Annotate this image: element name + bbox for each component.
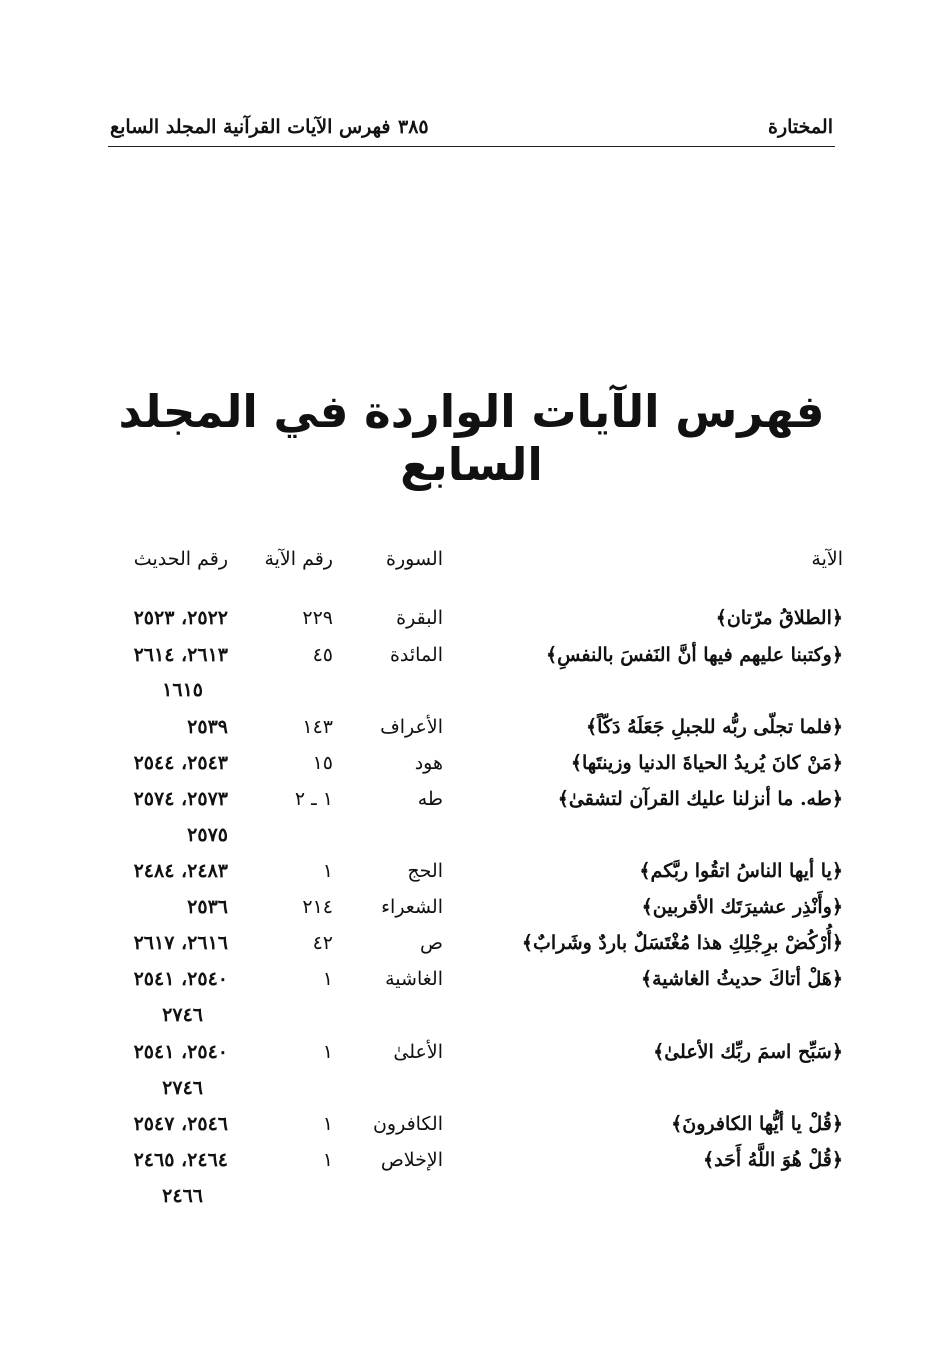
table-row-hadith: ٢٤٦٤، ٢٤٦٥ xyxy=(133,1149,228,1171)
table-row-ayah: ٤٢ xyxy=(312,932,333,954)
table-row-surah: هود xyxy=(414,752,443,774)
table-row-hadith: ٢٥٤٠، ٢٥٤١ xyxy=(133,968,228,990)
header-section-title: فهرس الآيات القرآنية المجلد السابع xyxy=(110,116,391,138)
table-row-ayah: ٤٥ xyxy=(312,644,333,666)
table-row-ayah: ١ xyxy=(322,968,333,990)
table-row-hadith: ٢٥٤٠، ٢٥٤١ xyxy=(133,1041,228,1063)
table-row-verse: ﴿فلما تجلّى ربُّه للجبلِ جَعَلَهُ دَكّاً﴾ xyxy=(586,716,843,738)
table-row-surah: الحج xyxy=(407,860,443,882)
page-number: ٣٨٥ xyxy=(398,116,429,138)
table-row-surah: الأعلىٰ xyxy=(393,1041,443,1063)
table-row-surah: الإخلاص xyxy=(380,1149,443,1171)
column-header-verse: الآية xyxy=(811,548,843,570)
table-row-ayah: ١ xyxy=(322,1149,333,1171)
table-row-verse: ﴿قُلْ يا أيُّها الكافرونَ﴾ xyxy=(671,1113,843,1135)
table-row-surah: المائدة xyxy=(389,644,443,666)
table-row-verse: ﴿هَلْ أتاكَ حديثُ الغاشية﴾ xyxy=(640,968,843,990)
table-row-surah: ص xyxy=(420,932,443,954)
table-row-ayah: ٢١٤ xyxy=(302,896,333,918)
table-row-verse: ﴿طه. ما أنزلنا عليك القرآن لتشقىٰ﴾ xyxy=(557,788,843,810)
column-header-surah: السورة xyxy=(386,548,443,570)
table-row-surah: الكافرون xyxy=(372,1113,443,1135)
table-row-verse: ﴿الطلاقُ مرّتان﴾ xyxy=(715,607,843,629)
table-row-hadith: ٢٥٧٣، ٢٥٧٤ xyxy=(133,788,228,810)
table-row-verse: ﴿أُرْكُضْ برِجْلِكِ هذا مُغْتَسَلٌ باردٌ وشَرابٌ﴾ xyxy=(521,932,843,954)
table-row-hadith: ٢٥٣٦ xyxy=(187,896,228,918)
table-row-hadith: ٢٦١٣، ٢٦١٤ xyxy=(133,644,228,666)
table-row-verse: ﴿يا أيها الناسُ اتقُوا ربَّكم﴾ xyxy=(639,860,843,882)
index-title: فهرس الآيات الواردة في المجلد السابع xyxy=(118,385,825,491)
table-row-verse: ﴿وأَنْذِر عشيرَتَك الأقربين﴾ xyxy=(641,896,843,918)
table-row-hadith: ٢٥٤٦، ٢٥٤٧ xyxy=(133,1113,228,1135)
table-row-ayah: ١٤٣ xyxy=(302,716,333,738)
table-row-ayah: ١ xyxy=(322,1041,333,1063)
table-row-hadith: ٢٦١٦، ٢٦١٧ xyxy=(133,932,228,954)
table-row-surah: الغاشية xyxy=(385,968,443,990)
table-row-surah: الأعراف xyxy=(380,716,443,738)
table-row-hadith-continued: ٢٤٦٦ xyxy=(162,1185,203,1207)
table-row-verse: ﴿مَنْ كانَ يُريدُ الحياةَ الدنيا وزينتَها﴾ xyxy=(570,752,843,774)
table-row-hadith: ٢٥٢٢، ٢٥٢٣ xyxy=(133,607,228,629)
table-row-ayah: ١٥ xyxy=(312,752,333,774)
table-row-hadith-continued: ٢٥٧٥ xyxy=(187,824,228,846)
table-row-ayah: ٢٢٩ xyxy=(302,607,333,629)
table-row-ayah: ١ ـ ٢ xyxy=(294,788,333,810)
table-row-verse: ﴿سَبِّح اسمَ ربِّك الأعلىٰ﴾ xyxy=(653,1041,843,1063)
column-header-hadith: رقم الحديث xyxy=(133,548,228,570)
table-row-verse: ﴿وكتبنا عليهم فيها أنَّ النَفسَ بالنفسِ﴾ xyxy=(546,644,843,666)
column-header-ayah: رقم الآية xyxy=(264,548,333,570)
table-row-ayah: ١ xyxy=(322,1113,333,1135)
table-row-hadith-continued: ١٦١٥ xyxy=(162,679,203,701)
table-row-surah: طه xyxy=(417,788,443,810)
table-row-surah: البقرة xyxy=(396,607,443,629)
table-row-surah: الشعراء xyxy=(381,896,443,918)
table-row-hadith-continued: ٢٧٤٦ xyxy=(162,1004,203,1026)
table-row-ayah: ١ xyxy=(322,860,333,882)
table-row-hadith-continued: ٢٧٤٦ xyxy=(162,1077,203,1099)
header-book-name: المختارة xyxy=(768,116,833,138)
table-row-hadith: ٢٥٤٣، ٢٥٤٤ xyxy=(133,752,228,774)
table-row-hadith: ٢٥٣٩ xyxy=(187,716,228,738)
table-row-hadith: ٢٤٨٣، ٢٤٨٤ xyxy=(133,860,228,882)
table-row-verse: ﴿قُلْ هُوَ اللَّهُ أَحَد﴾ xyxy=(703,1149,843,1171)
